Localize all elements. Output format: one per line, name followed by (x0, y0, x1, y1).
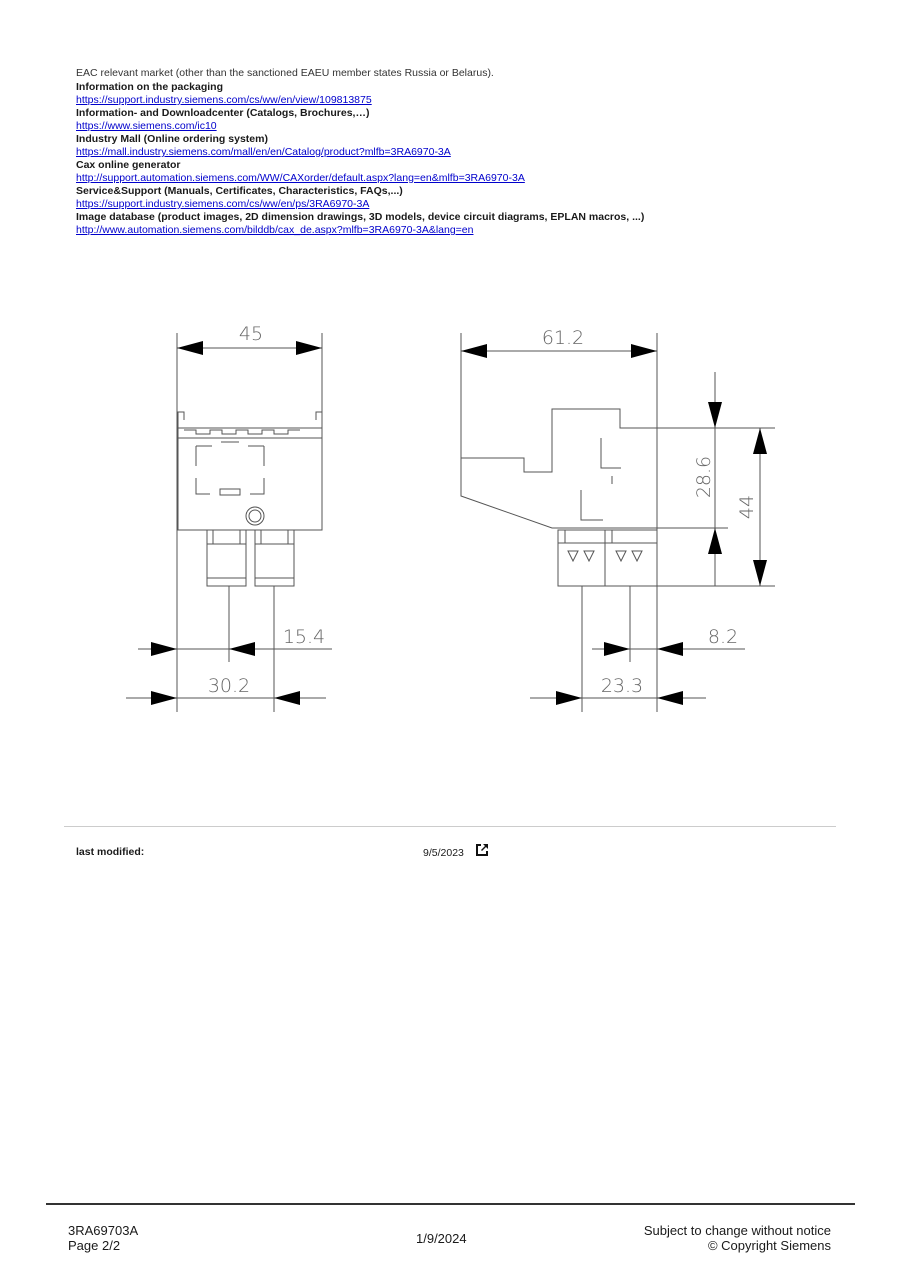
footer-legal (644, 1223, 831, 1253)
dimension-inner-height: 28.6 (693, 455, 715, 499)
last-modified-label: last modified: (76, 846, 145, 858)
footer-product-number: 3RA69703A (68, 1223, 139, 1238)
section-divider (64, 826, 836, 827)
side-view (461, 333, 775, 712)
link-heading: Cax online generator (76, 159, 181, 171)
link-item-packaging (76, 81, 836, 107)
link-url[interactable]: https://support.industry.siemens.com/cs/ww/en/ps/3RA6970-3A (76, 198, 370, 210)
dimension-front-pitch: 30.2 (207, 675, 251, 697)
last-modified-date: 9/5/2023 (423, 847, 464, 859)
link-heading: Image database (product images, 2D dimension drawings, 3D models, device circuit diagrams, EPLAN macros, ...) (76, 211, 645, 223)
link-item-image-database (76, 211, 836, 237)
link-item-cax (76, 159, 836, 185)
dimension-total-height: 44 (736, 494, 758, 520)
dimension-drawing (0, 300, 900, 740)
footer-date: 1/9/2024 (416, 1231, 467, 1246)
external-link-icon[interactable] (474, 842, 490, 858)
dimension-side-offset: 8.2 (707, 626, 739, 648)
link-heading: Industry Mall (Online ordering system) (76, 133, 268, 145)
link-heading: Service&Support (Manuals, Certificates, Characteristics, FAQs,...) (76, 185, 403, 197)
footer-rule (46, 1203, 855, 1205)
link-url[interactable]: https://www.siemens.com/ic10 (76, 120, 217, 132)
side-view-arrows (461, 344, 767, 705)
link-url[interactable]: http://support.automation.siemens.com/WW/CAXorder/default.aspx?lang=en&mlfb=3RA6970-3A (76, 172, 525, 184)
footer-notice: Subject to change without notice (643, 1223, 831, 1238)
footer-copyright: © Copyright Siemens (707, 1238, 831, 1253)
dimension-depth: 61.2 (541, 327, 585, 349)
link-item-downloadcenter (76, 107, 836, 133)
dimension-side-pitch: 23.3 (600, 675, 644, 697)
link-item-service-support (76, 185, 836, 211)
link-url[interactable]: https://mall.industry.siemens.com/mall/en/en/Catalog/product?mlfb=3RA6970-3A (76, 146, 451, 158)
front-view (126, 333, 332, 712)
link-url[interactable]: http://www.automation.siemens.com/bilddb/cax_de.aspx?mlfb=3RA6970-3A&lang=en (76, 224, 474, 236)
dimension-width: 45 (238, 323, 264, 345)
link-list (76, 81, 836, 237)
eac-note: EAC relevant market (other than the sanctioned EAEU member states Russia or Belarus). (76, 67, 494, 79)
link-heading: Information on the packaging (76, 81, 224, 93)
link-item-industry-mall (76, 133, 836, 159)
link-heading: Information- and Downloadcenter (Catalogs, Brochures,…) (76, 107, 370, 119)
dimension-front-offset: 15.4 (282, 626, 326, 648)
footer-product-info (68, 1223, 138, 1253)
link-url[interactable]: https://support.industry.siemens.com/cs/ww/en/view/109813875 (76, 94, 372, 106)
footer-page-number: Page 2/2 (68, 1238, 121, 1253)
